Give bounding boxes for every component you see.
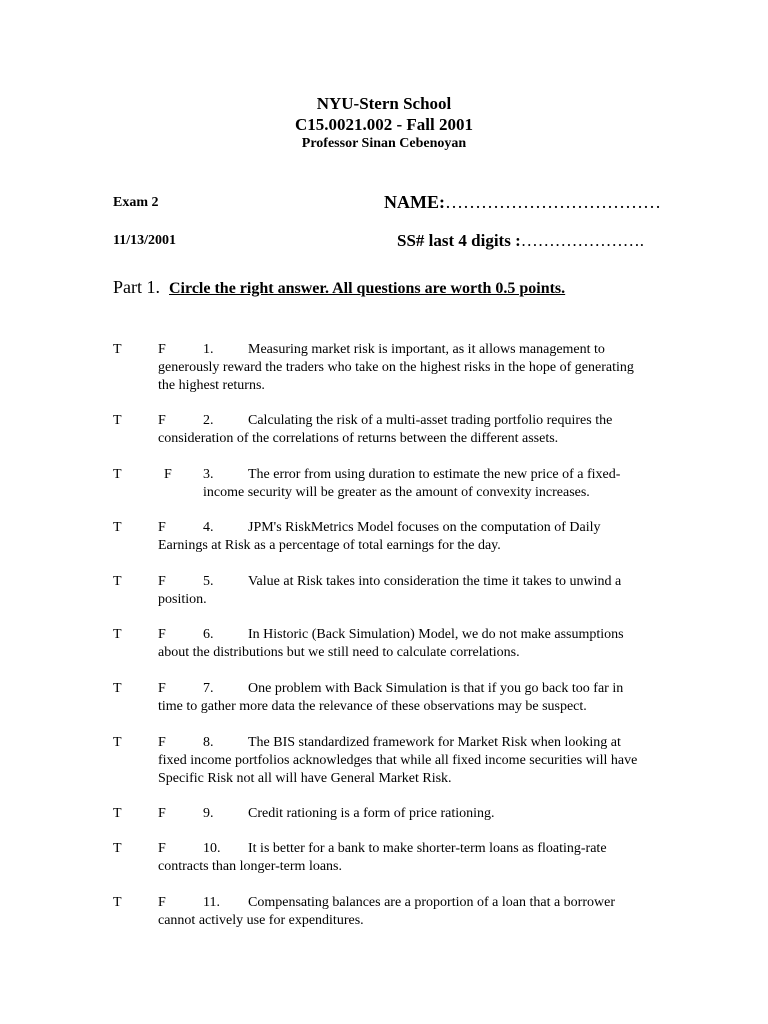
question-number: 4. <box>203 520 214 535</box>
part-title: Part 1. <box>113 277 160 297</box>
question-number: 6. <box>203 627 214 642</box>
question-number: 1. <box>203 342 214 357</box>
false-option[interactable]: F <box>158 681 166 696</box>
question-text: The BIS standardized framework for Market Risk when looking at fixed income portfolios acknowledges that while all fixed income securities will have Specific Risk not all will have General Market Risk. <box>158 735 638 786</box>
false-option[interactable]: F <box>158 627 166 642</box>
true-option[interactable]: T <box>113 895 122 910</box>
exam-date: 11/13/2001 <box>113 233 177 248</box>
false-option[interactable]: F <box>158 841 166 856</box>
question-text: It is better for a bank to make shorter-term loans as floating-rate contracts than longer-term loans. <box>158 841 607 874</box>
true-option[interactable]: T <box>113 841 122 856</box>
question-text: Calculating the risk of a multi-asset trading portfolio requires the consideration of the correlations of returns between the different assets. <box>158 413 613 446</box>
false-option[interactable]: F <box>164 467 172 482</box>
question-text: Credit rationing is a form of price rationing. <box>248 806 495 821</box>
false-option[interactable]: F <box>158 574 166 589</box>
question-number: 10. <box>203 841 221 856</box>
true-option[interactable]: T <box>113 520 122 535</box>
ssn-blank: …………………. <box>520 231 644 250</box>
question-number: 11. <box>203 895 220 910</box>
true-option[interactable]: T <box>113 574 122 589</box>
name-label: NAME: <box>384 192 445 212</box>
true-option[interactable]: T <box>113 413 122 428</box>
question-number: 5. <box>203 574 214 589</box>
school-name: NYU-Stern School <box>316 94 452 113</box>
question-text: Value at Risk takes into consideration the time it takes to unwind a position. <box>158 574 622 607</box>
false-option[interactable]: F <box>158 806 166 821</box>
true-option[interactable]: T <box>113 342 122 357</box>
question-text: Measuring market risk is important, as it allows management to generously reward the traders who take on the highest risks in the hope of generating the highest returns. <box>158 342 634 393</box>
true-option[interactable]: T <box>113 681 122 696</box>
name-blank: ……………………………… <box>445 192 661 212</box>
part-instruction: Circle the right answer. All questions are worth 0.5 points. <box>169 280 566 297</box>
part-heading <box>113 277 565 298</box>
question-text: JPM's RiskMetrics Model focuses on the computation of Daily Earnings at Risk as a percentage of total earnings for the day. <box>158 520 601 553</box>
true-option[interactable]: T <box>113 627 122 642</box>
question-text: One problem with Back Simulation is that if you go back too far in time to gather more data the relevance of these observations may be suspect. <box>158 681 624 714</box>
false-option[interactable]: F <box>158 895 166 910</box>
name-field <box>384 192 661 213</box>
true-option[interactable]: T <box>113 467 122 482</box>
course-title: C15.0021.002 - Fall 2001 <box>294 115 474 134</box>
question-text: Compensating balances are a proportion of a loan that a borrower cannot actively use for expenditures. <box>158 895 615 928</box>
false-option[interactable]: F <box>158 735 166 750</box>
false-option[interactable]: F <box>158 413 166 428</box>
question-number: 3. <box>203 467 214 482</box>
ssn-field <box>397 231 644 251</box>
question-number: 2. <box>203 413 214 428</box>
question-text: The error from using duration to estimate the new price of a fixed-income security will be greater as the amount of convexity increases. <box>203 467 621 500</box>
true-option[interactable]: T <box>113 806 122 821</box>
question-number: 8. <box>203 735 214 750</box>
professor-name: Professor Sinan Cebenoyan <box>301 136 467 151</box>
question-number: 7. <box>203 681 214 696</box>
question-number: 9. <box>203 806 214 821</box>
question-text: In Historic (Back Simulation) Model, we do not make assumptions about the distributions but we still need to calculate correlations. <box>158 627 624 660</box>
exam-label: Exam 2 <box>113 195 159 210</box>
true-option[interactable]: T <box>113 735 122 750</box>
ssn-label: SS# last 4 digits : <box>397 231 521 250</box>
false-option[interactable]: F <box>158 342 166 357</box>
false-option[interactable]: F <box>158 520 166 535</box>
